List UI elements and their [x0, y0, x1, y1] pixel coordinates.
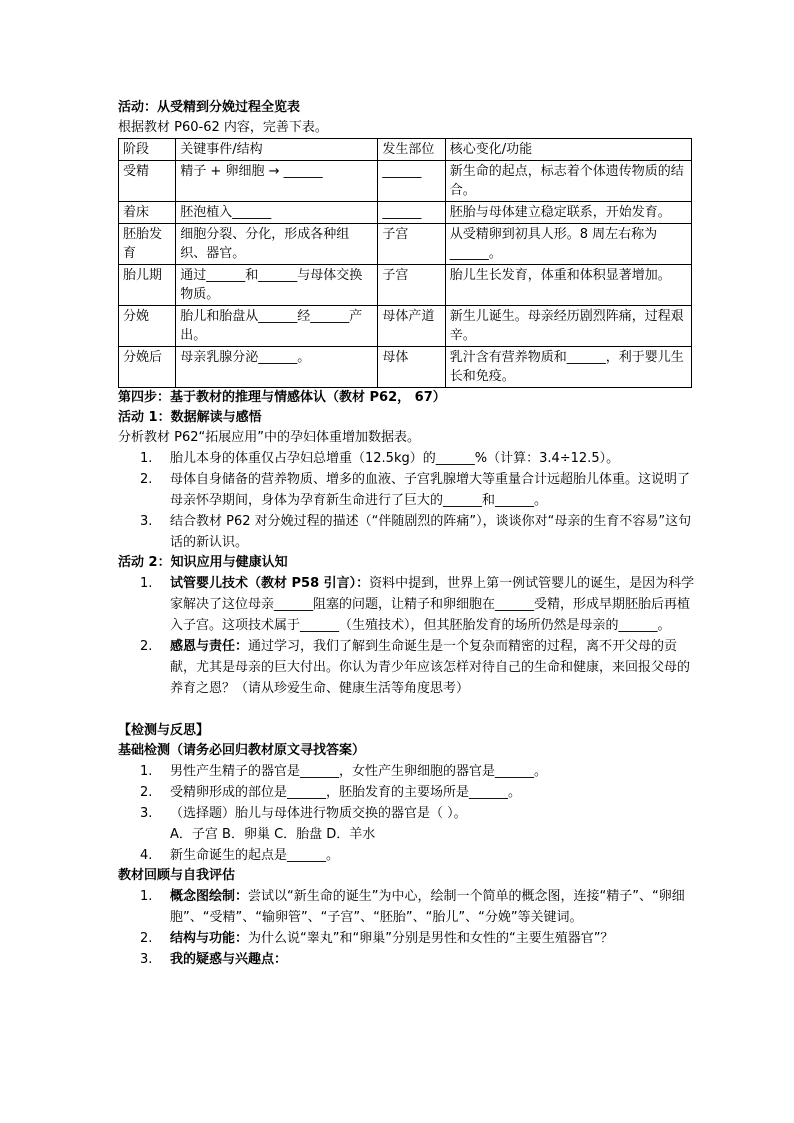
- basic-list: [118, 761, 698, 866]
- table-cell: 子宫: [378, 265, 445, 306]
- review-title: 教材回顾与自我评估: [118, 868, 236, 883]
- table-row: [119, 161, 692, 202]
- activity2-list: [118, 573, 698, 699]
- table-cell: 细胞分裂、分化，形成各种组织、器官。: [176, 224, 378, 265]
- item-text: 尝试以“新生命的诞生”为中心，绘制一个简单的概念图，连接“精子”、“卵细胞”、“受精”、“输卵管”、“子宫”、“胚胎”、“胎儿”、“分娩”等关键词。: [170, 889, 685, 925]
- table-row: [119, 202, 692, 224]
- activity1-intro: 分析教材 P62“拓展应用”中的孕妇体重增加数据表。: [118, 430, 420, 445]
- table-cell: 胎儿生长发育，体重和体积显著增加。: [445, 265, 691, 306]
- item-number: 1.: [140, 764, 153, 779]
- activity-title: 活动：从受精到分娩过程全览表: [118, 100, 301, 115]
- item-number: 2.: [140, 931, 153, 946]
- table-cell: 受精: [119, 161, 176, 202]
- item-text: 母体自身储备的营养物质、增多的血液、子宫乳腺增大等重量合计远超胎儿体重。这说明了母亲怀孕期间，身体为孕育新生命进行了巨大的______和______。: [170, 472, 691, 508]
- item-number: 1.: [140, 889, 153, 904]
- table-row: [119, 265, 692, 306]
- list-item: [118, 573, 698, 636]
- choice-options: [118, 824, 698, 845]
- list-item: [118, 782, 698, 803]
- table-row: [119, 347, 692, 388]
- table-cell: 胎儿期: [119, 265, 176, 306]
- item-text: 通过学习，我们了解到生命诞生是一个复杂而精密的过程，离不开父母的贡献，尤其是母亲的巨大付出。你认为青少年应该怎样对待自己的生命和健康，来回报父母的养育之恩？（请从珍爱生命、健康生活等角度思考）: [170, 639, 691, 696]
- table-cell: ______: [378, 161, 445, 202]
- item-number: 4.: [140, 848, 153, 863]
- table-cell: 母亲乳腺分泌______。: [176, 347, 378, 388]
- item-number: 3.: [140, 806, 153, 821]
- table-header-row: [119, 139, 692, 161]
- basic-title: 基础检测（请务必回归教材原文寻找答案）: [118, 743, 366, 758]
- list-item: [118, 761, 698, 782]
- list-item: [118, 928, 698, 949]
- table-row: [119, 306, 692, 347]
- table-cell: 胎儿和胎盘从______经______产出。: [176, 306, 378, 347]
- list-item: [118, 886, 698, 928]
- item-text: A．子宫 B．卵巢 C．胎盘 D．羊水: [170, 827, 376, 842]
- review-list: [118, 886, 698, 970]
- list-item: [118, 511, 698, 553]
- table-header-cell: 关键事件/结构: [176, 139, 378, 161]
- item-label: 试管婴儿技术（教材 P58 引言）：: [170, 576, 370, 591]
- table-cell: 母体: [378, 347, 445, 388]
- item-text: 资料中提到，世界上第一例试管婴儿的诞生，是因为科学家解决了这位母亲______阻塞的问题，让精子和卵细胞在______受精，形成早期胚胎后再植入子宫。这项技术属于______（生殖技术），但其胚胎发育的场所仍然是母亲的______。: [170, 576, 695, 633]
- list-item: [118, 448, 698, 469]
- table-cell: 胚胎与母体建立稳定联系，开始发育。: [445, 202, 691, 224]
- table-cell: ______: [378, 202, 445, 224]
- table-cell: 胚泡植入______: [176, 202, 378, 224]
- item-number: 2.: [140, 472, 153, 487]
- activity1-title: 活动 1：数据解读与感悟: [118, 410, 262, 425]
- item-label: 结构与功能：: [170, 931, 249, 946]
- item-label: 概念图绘制：: [170, 889, 249, 904]
- item-number: 3.: [140, 952, 153, 967]
- item-number: 3.: [140, 514, 153, 529]
- table-cell: 从受精卵到初具人形。8 周左右称为______。: [445, 224, 691, 265]
- item-number: 2.: [140, 785, 153, 800]
- process-table: [118, 138, 692, 388]
- table-row: [119, 224, 692, 265]
- item-text: 新生命诞生的起点是______。: [170, 848, 340, 863]
- item-number: 2.: [140, 639, 153, 654]
- list-item: [118, 845, 698, 866]
- item-text: （选择题）胎儿与母体进行物质交换的器官是（ ）。: [170, 806, 467, 821]
- list-item: [118, 949, 698, 970]
- item-text: 为什么说“睾丸”和“卵巢”分别是男性和女性的“主要生殖器官”？: [248, 931, 614, 946]
- table-header-cell: 发生部位: [378, 139, 445, 161]
- item-number: 1.: [140, 451, 153, 466]
- list-item: [118, 803, 698, 824]
- table-header-cell: 阶段: [119, 139, 176, 161]
- step4-title: 第四步：基于教材的推理与情感体认（教材 P62， 67）: [118, 390, 446, 405]
- item-text: 结合教材 P62 对分娩过程的描述（“伴随剧烈的阵痛”），谈谈你对“母亲的生育不容易”这句话的新认识。: [170, 514, 692, 550]
- item-text: 胎儿本身的体重仅占孕妇总增重（12.5kg）的______%（计算：3.4÷12.5）。: [170, 451, 620, 466]
- table-cell: 精子 + 卵细胞 → ______: [176, 161, 378, 202]
- item-number: 1.: [140, 576, 153, 591]
- table-cell: 分娩后: [119, 347, 176, 388]
- table-cell: 乳汁含有营养物质和______，利于婴儿生长和免疫。: [445, 347, 691, 388]
- table-cell: 分娩: [119, 306, 176, 347]
- item-text: 男性产生精子的器官是______，女性产生卵细胞的器官是______。: [170, 764, 548, 779]
- activity1-list: [118, 448, 698, 553]
- list-item: [118, 636, 698, 699]
- activity2-title: 活动 2：知识应用与健康认知: [118, 555, 288, 570]
- item-text: 受精卵形成的部位是______，胚胎发育的主要场所是______。: [170, 785, 522, 800]
- document-page: [118, 98, 698, 970]
- item-label: 感恩与责任：: [170, 639, 249, 654]
- table-cell: 新生命的起点，标志着个体遗传物质的结合。: [445, 161, 691, 202]
- table-cell: 胚胎发育: [119, 224, 176, 265]
- table-cell: 母体产道: [378, 306, 445, 347]
- table-header-cell: 核心变化/功能: [445, 139, 691, 161]
- table-cell: 子宫: [378, 224, 445, 265]
- table-cell: 新生儿诞生。母亲经历剧烈阵痛，过程艰辛。: [445, 306, 691, 347]
- list-item: [118, 469, 698, 511]
- item-label: 我的疑惑与兴趣点：: [170, 952, 288, 967]
- table-cell: 着床: [119, 202, 176, 224]
- check-title: 【检测与反思】: [118, 723, 210, 738]
- table-cell: 通过______和______与母体交换物质。: [176, 265, 378, 306]
- activity-instruction: 根据教材 P60-62 内容，完善下表。: [118, 120, 328, 135]
